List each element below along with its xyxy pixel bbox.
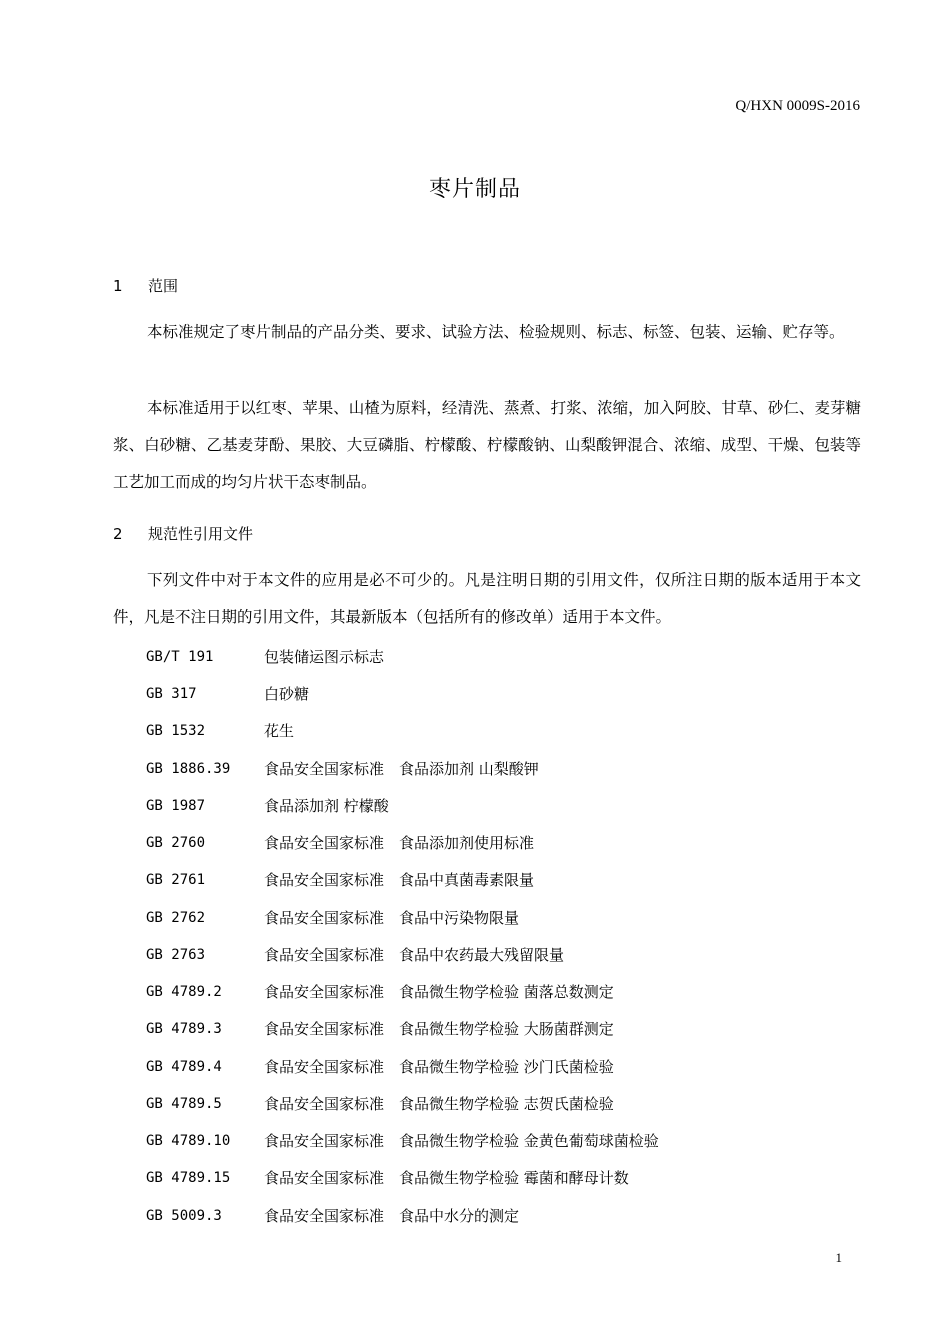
reference-code: GB 4789.3 [146, 1021, 222, 1037]
reference-code: GB 4789.15 [146, 1170, 231, 1186]
reference-code: GB 1886.39 [146, 761, 231, 777]
reference-title: 食品安全国家标准 食品中真菌毒素限量 [264, 871, 535, 889]
reference-title: 食品安全国家标准 食品微生物学检验 志贺氏菌检验 [264, 1095, 614, 1113]
reference-code: GB 2760 [146, 835, 206, 851]
reference-code: GB 4789.2 [146, 984, 222, 1000]
section-2-paragraph-1: 下列文件中对于本文件的应用是必不可少的。凡是注明日期的引用文件，仅所注日期的版本适用于本文件，凡是不注日期的引用文件，其最新版本（包括所有的修改单）适用于本文件。 [113, 571, 861, 626]
reference-title: 食品安全国家标准 食品微生物学检验 沙门氏菌检验 [264, 1058, 614, 1076]
section-1-number: 1 [113, 277, 123, 295]
reference-title: 食品安全国家标准 食品微生物学检验 霉菌和酵母计数 [264, 1169, 629, 1187]
reference-code: GB 5009.3 [146, 1208, 222, 1224]
section-1-paragraph-2: 本标准适用于以红枣、苹果、山楂为原料，经清洗、蒸煮、打浆、浓缩，加入阿胶、甘草、砂仁、麦芽糖浆、白砂糖、乙基麦芽酚、果胶、大豆磷脂、柠檬酸、柠檬酸钠、山梨酸钾混合、浓缩、成型、干燥、包装等工艺加工而成的均匀片状干态枣制品。 [113, 399, 861, 491]
reference-title: 食品安全国家标准 食品微生物学检验 金黄色葡萄球菌检验 [264, 1132, 659, 1150]
section-1-heading [113, 275, 178, 296]
section-2-heading [113, 523, 253, 544]
section-1-paragraph-1: 本标准规定了枣片制品的产品分类、要求、试验方法、检验规则、标志、标签、包装、运输、贮存等。 [147, 323, 845, 341]
reference-code: GB 2761 [146, 872, 206, 888]
reference-code: GB 4789.5 [146, 1096, 222, 1112]
reference-title: 食品安全国家标准 食品中农药最大残留限量 [264, 946, 565, 964]
reference-code: GB 4789.10 [146, 1133, 231, 1149]
section-2-title: 规范性引用文件 [148, 525, 254, 543]
reference-title: 食品安全国家标准 食品添加剂 山梨酸钾 [264, 760, 539, 778]
document-code: Q/HXN 0009S-2016 [735, 98, 860, 114]
reference-title: 食品安全国家标准 食品中污染物限量 [264, 909, 520, 927]
page-number: 1 [835, 1250, 842, 1265]
section-2-number: 2 [113, 525, 123, 543]
reference-title: 食品添加剂 柠檬酸 [264, 797, 389, 815]
document-title: 枣片制品 [428, 177, 521, 202]
reference-code: GB 1532 [146, 723, 206, 739]
reference-code: GB 2763 [146, 947, 206, 963]
reference-code: GB 2762 [146, 910, 206, 926]
reference-title: 食品安全国家标准 食品微生物学检验 菌落总数测定 [264, 983, 614, 1001]
reference-code: GB 1987 [146, 798, 206, 814]
reference-code: GB/T 191 [146, 649, 214, 665]
reference-title: 食品安全国家标准 食品微生物学检验 大肠菌群测定 [264, 1020, 614, 1038]
reference-code: GB 4789.4 [146, 1059, 222, 1075]
reference-code: GB 317 [146, 686, 197, 702]
reference-title: 包装储运图示标志 [264, 648, 385, 666]
reference-title: 花生 [264, 722, 295, 740]
reference-title: 食品安全国家标准 食品添加剂使用标准 [264, 834, 535, 852]
section-1-title: 范围 [148, 277, 179, 295]
reference-title: 白砂糖 [264, 685, 310, 703]
reference-title: 食品安全国家标准 食品中水分的测定 [264, 1207, 520, 1225]
